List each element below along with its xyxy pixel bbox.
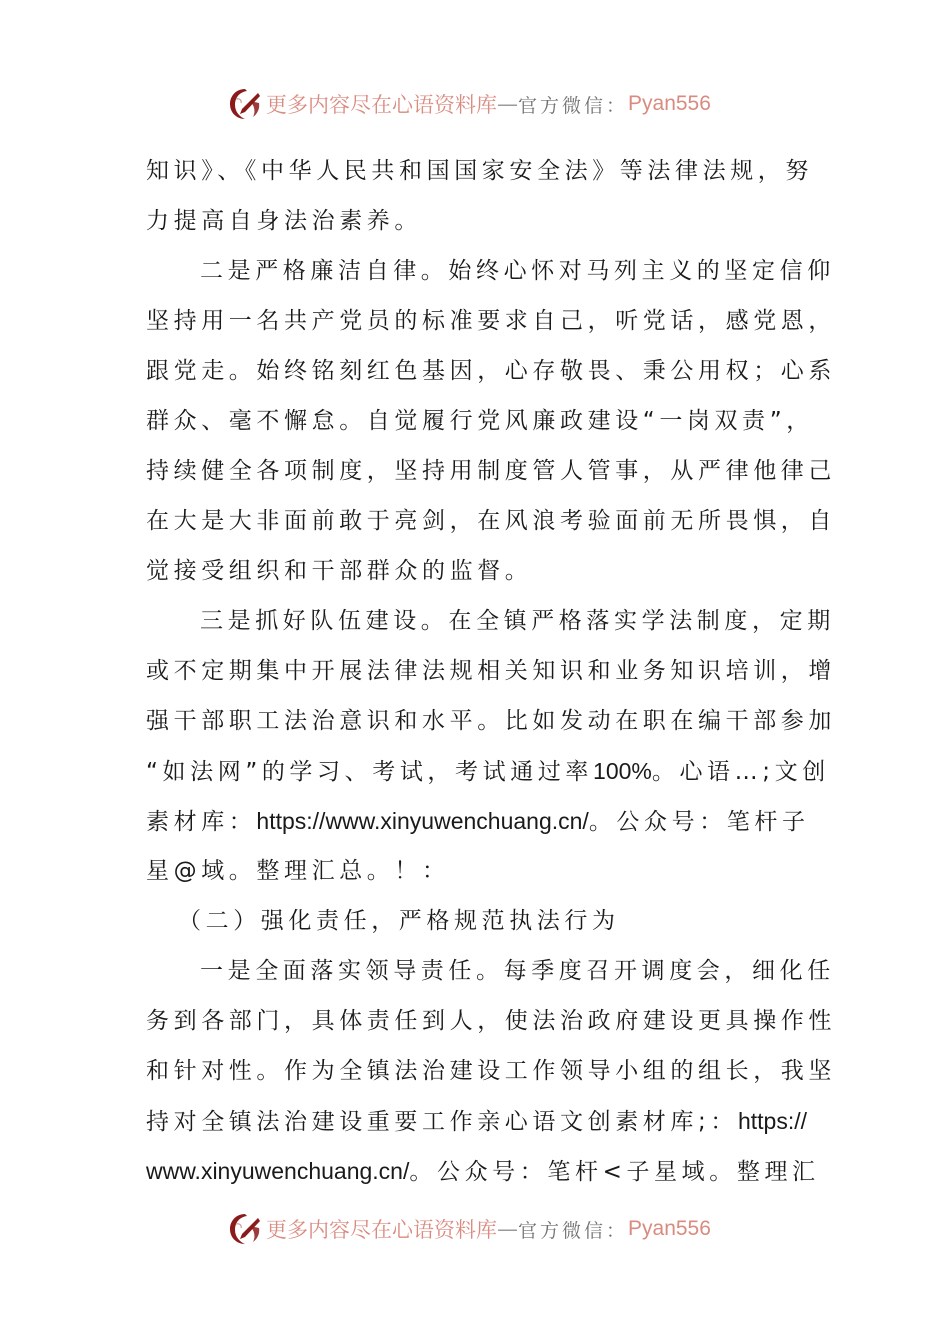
section-heading: （二）强化责任，严格规范执法行为 [178, 908, 620, 934]
banner-dash: — [497, 92, 518, 116]
text-line: 强干部职工法治意识和水平。比如发动在职在编干部参加 [146, 708, 836, 734]
url-text: https:// [737, 1108, 807, 1134]
text-line: 力提高自身法治素养。 [146, 208, 422, 234]
text-line: 知识》、《中华人民共和国国家安全法》等法律法规，努 [146, 158, 813, 184]
text-segment: 。心语…;文创 [651, 759, 830, 785]
text-line: 持续健全各项制度，坚持用制度管人管事，从严律他律己 [146, 458, 836, 484]
quill-logo-icon [228, 1212, 262, 1246]
text-line: 跟党走。始终铭刻红色基因，心存敬畏、秉公用权；心系 [146, 358, 836, 384]
document-body [146, 146, 836, 1196]
banner-main-text: 更多内容尽在心语资料库 [266, 93, 497, 117]
text-segment: “如法网”的学习、考试，考试通过率 [146, 759, 594, 785]
text-line: 坚持用一名共产党员的标准要求自己，听党话，感党恩， [146, 308, 836, 334]
text-line: 星@域。整理汇总。！： [146, 858, 450, 884]
text-line: 或不定期集中开展法律法规相关知识和业务知识培训，增 [146, 658, 836, 684]
text-line: 和针对性。作为全镇法治建设工作领导小组的组长，我坚 [146, 1058, 836, 1084]
banner-wechat-label: 官方微信： [518, 94, 629, 117]
text-segment: 素材库： [146, 809, 257, 835]
header-watermark-banner [228, 86, 728, 122]
text-line: 务到各部门，具体责任到人，使法治政府建设更具操作性 [146, 1008, 836, 1034]
banner-main-text: 更多内容尽在心语资料库 [266, 1218, 497, 1242]
url-text: www.xinyuwenchuang.cn/ [146, 1158, 410, 1184]
paragraph-start-line: 二是严格廉洁自律。始终心怀对马列主义的坚定信仰 [200, 258, 835, 284]
banner-wechat-id: Pyan556 [628, 1217, 711, 1240]
banner-dash: — [497, 1217, 518, 1241]
text-line [146, 1096, 806, 1146]
paragraph-start-line: 一是全面落实领导责任。每季度召开调度会，细化任 [200, 958, 835, 984]
pass-rate-value: 100% [593, 758, 652, 784]
text-segment: 。公众号：笔杆<子星域。整理汇 [409, 1159, 820, 1185]
text-line [146, 746, 830, 796]
text-line [146, 796, 810, 846]
text-line [146, 1146, 820, 1196]
text-segment: 持对全镇法治建设重要工作亲心语文创素材库;： [146, 1109, 738, 1135]
paragraph-start-line: 三是抓好队伍建设。在全镇严格落实学法制度，定期 [200, 608, 835, 634]
banner-wechat-id: Pyan556 [628, 92, 711, 115]
footer-watermark-banner [228, 1211, 728, 1247]
text-segment: 。公众号：笔杆子 [588, 809, 810, 835]
text-line: 觉接受组织和干部群众的监督。 [146, 558, 533, 584]
quill-logo-icon [228, 87, 262, 121]
text-line: 群众、毫不懈怠。自觉履行党风廉政建设“一岗双责”， [146, 408, 814, 434]
url-text: https://www.xinyuwenchuang.cn/ [256, 808, 589, 834]
banner-wechat-label: 官方微信： [518, 1219, 629, 1242]
text-line: 在大是大非面前敢于亮剑，在风浪考验面前无所畏惧，自 [146, 508, 836, 534]
